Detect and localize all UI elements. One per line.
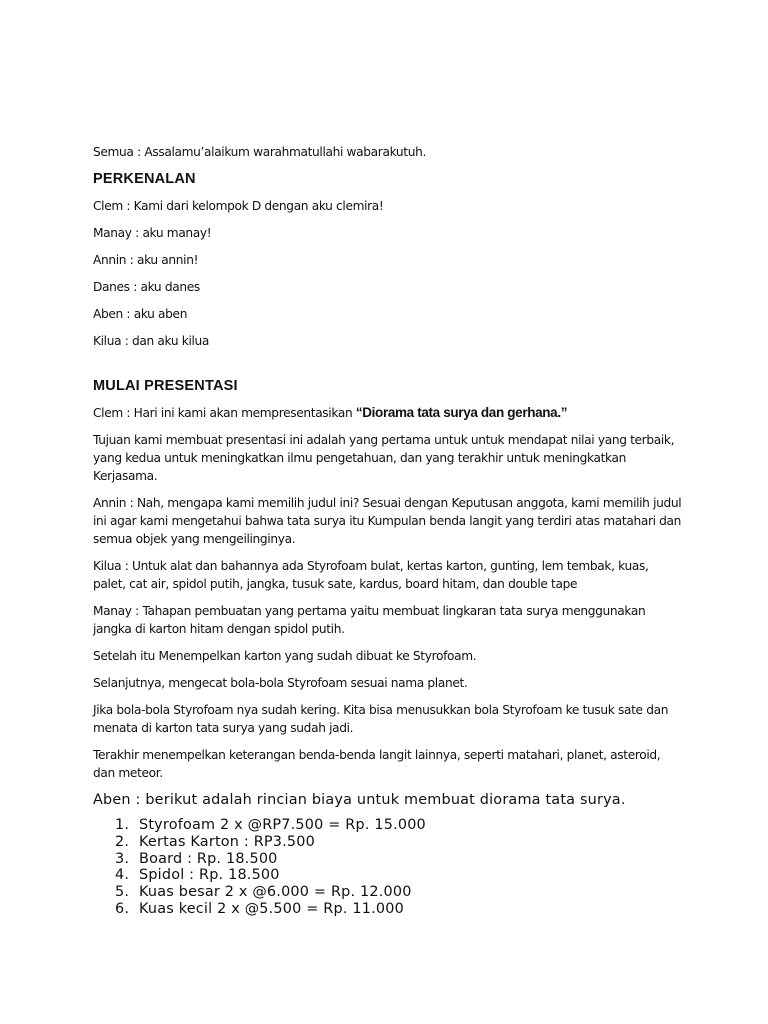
list-text: Kuas kecil 2 x @5.500 = Rp. 11.000 [139,900,404,917]
list-item [93,884,683,901]
list-number: 4. [115,867,130,884]
intro-line-aben: Aben : aku aben [93,307,188,321]
document-page [93,143,683,918]
intro-line-annin: Annin : aku annin! [93,253,199,267]
step-attach-paragraph: Setelah itu Menempelkan karton yang sudah dibuat ke Styrofoam. [93,649,477,663]
clem-presentation-line [93,404,683,422]
list-item [93,901,683,918]
step-final-paragraph: Terakhir menempelkan keterangan benda-benda langit lainnya, seperti matahari, planet, asteroid, dan meteor. [93,748,661,780]
manay-steps-paragraph: Manay : Tahapan pembuatan yang pertama yaitu membuat lingkaran tata surya menggunakan jangka di karton hitam dengan spidol putih. [93,604,646,636]
list-text: Kertas Karton : RP3.500 [139,833,315,850]
list-item [93,867,683,884]
intro-line-clem: Clem : Kami dari kelompok D dengan aku clemira! [93,199,384,213]
step-paint-paragraph: Selanjutnya, mengecat bola-bola Styrofoam sesuai nama planet. [93,676,468,690]
list-number: 6. [115,900,130,917]
list-text: Board : Rp. 18.500 [139,850,278,867]
intro-line-danes: Danes : aku danes [93,280,200,294]
cost-intro: Aben : berikut adalah rincian biaya untuk membuat diorama tata surya. [93,792,626,808]
greeting-line: Semua : Assalamu’alaikum warahmatullahi wabarakutuh. [93,145,426,159]
list-item [93,817,683,834]
list-number: 3. [115,850,130,867]
list-text: Spidol : Rp. 18.500 [139,867,280,884]
list-item [93,834,683,851]
list-item [93,851,683,868]
annin-paragraph: Annin : Nah, mengapa kami memilih judul ini? Sesuai dengan Keputusan anggota, kami memilih judul ini agar kami mengetahui bahwa tata surya itu Kumpulan benda langit yang terdiri atas matahari dan semua objek yang mengeilinginya. [93,496,682,546]
list-number: 2. [115,833,130,850]
list-text: Styrofoam 2 x @RP7.500 = Rp. 15.000 [139,817,426,833]
presentation-title: “Diorama tata surya dan gerhana.” [355,405,568,420]
intro-line-manay: Manay : aku manay! [93,226,212,240]
purpose-paragraph: Tujuan kami membuat presentasi ini adalah yang pertama untuk untuk mendapat nilai yang terbaik, yang kedua untuk meningkatkan ilmu pengetahuan, dan yang terakhir untuk meningkatkan Kerjasama. [93,433,675,483]
cost-list [93,817,683,918]
step-skewer-paragraph: Jika bola-bola Styrofoam nya sudah kering. Kita bisa menusukkan bola Styrofoam ke tusuk sate dan menata di karton tata surya yang sudah jadi. [93,703,669,735]
list-text: Kuas besar 2 x @6.000 = Rp. 12.000 [139,884,412,901]
list-number: 1. [115,817,130,833]
clem-line-prefix: Clem : Hari ini kami akan mempresentasikan [93,406,356,420]
presentation-heading: MULAI PRESENTASI [93,378,238,394]
kilua-materials-paragraph: Kilua : Untuk alat dan bahannya ada Styrofoam bulat, kertas karton, gunting, lem tembak, kuas, palet, cat air, spidol putih, jangka, tusuk sate, kardus, board hitam, dan double tape [93,559,649,591]
section-spacer [93,359,683,377]
intro-line-kilua: Kilua : dan aku kilua [93,334,210,348]
list-number: 5. [115,884,130,901]
intro-heading: PERKENALAN [93,171,196,187]
